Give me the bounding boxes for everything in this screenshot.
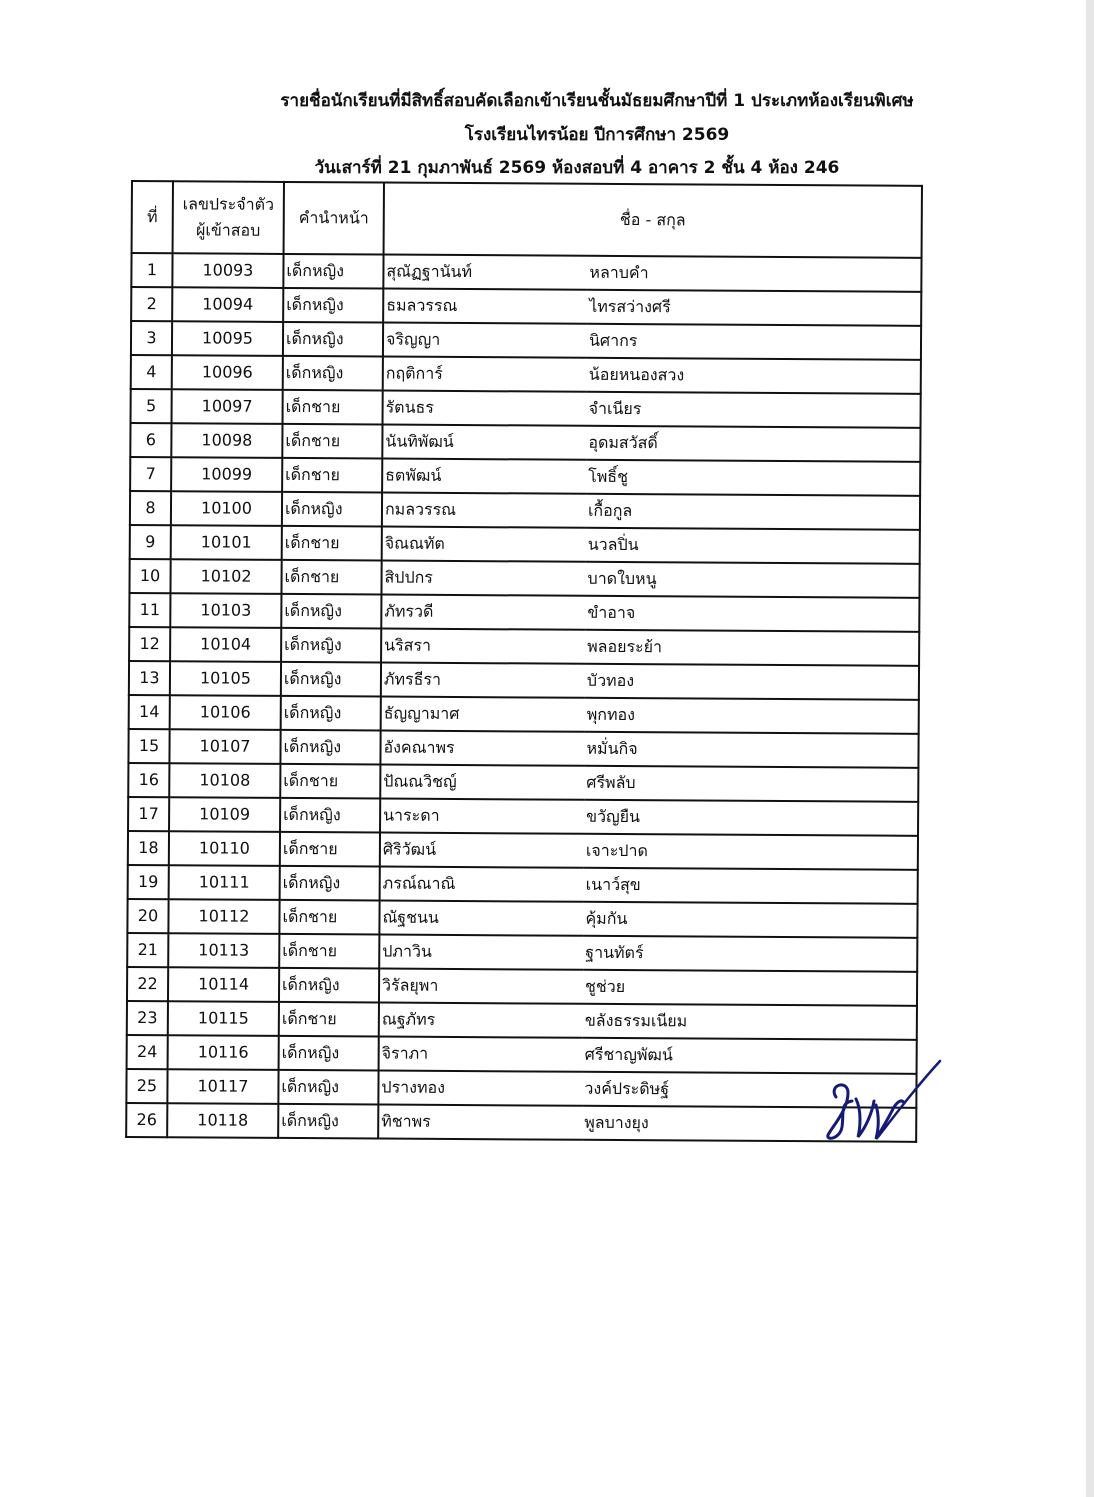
last-name: วงค์ประดิษฐ์ bbox=[582, 1072, 916, 1108]
candidate-table bbox=[125, 180, 923, 1143]
signature bbox=[818, 1055, 943, 1145]
first-name: นันทิพัฒน์ bbox=[382, 425, 586, 460]
name-prefix: เด็กหญิง bbox=[281, 662, 381, 697]
col-header-number: ที่ bbox=[132, 181, 173, 253]
candidate-id: 10103 bbox=[170, 593, 281, 628]
name-prefix: เด็กชาย bbox=[280, 832, 380, 867]
candidate-id: 10114 bbox=[168, 967, 279, 1002]
first-name: จริญญา bbox=[383, 323, 587, 358]
last-name: ขลังธรรมเนียม bbox=[583, 1004, 917, 1040]
first-name: ธตพัฒน์ bbox=[382, 459, 586, 494]
name-prefix: เด็กชาย bbox=[279, 934, 379, 969]
table-row bbox=[131, 253, 921, 292]
table-row bbox=[130, 457, 920, 496]
table-row bbox=[131, 321, 921, 360]
name-prefix: เด็กชาย bbox=[282, 424, 382, 459]
first-name: สุณัฏฐานันท์ bbox=[383, 255, 587, 290]
first-name: ปภาวิน bbox=[379, 935, 583, 970]
last-name: ฐานทัตร์ bbox=[583, 936, 917, 972]
last-name: พูลบางยุง bbox=[582, 1106, 916, 1142]
first-name: ธัญญามาศ bbox=[381, 697, 585, 732]
table-row bbox=[130, 525, 920, 564]
last-name: หลาบคำ bbox=[587, 256, 921, 292]
name-prefix: เด็กชาย bbox=[279, 900, 379, 935]
name-prefix: เด็กชาย bbox=[281, 560, 381, 595]
row-number: 14 bbox=[129, 695, 170, 729]
name-prefix: เด็กหญิง bbox=[281, 628, 381, 663]
last-name: ศรีพลับ bbox=[584, 766, 918, 802]
page-edge bbox=[1086, 0, 1094, 1497]
row-number: 21 bbox=[127, 933, 168, 967]
candidate-id: 10100 bbox=[171, 491, 282, 526]
row-number: 7 bbox=[130, 457, 171, 491]
col-header-full-name: ชื่อ - สกุล bbox=[384, 183, 922, 258]
first-name: ปรางทอง bbox=[378, 1071, 582, 1106]
row-number: 15 bbox=[128, 729, 169, 763]
name-prefix: เด็กหญิง bbox=[279, 1036, 379, 1071]
row-number: 4 bbox=[131, 355, 172, 389]
last-name: พุกทอง bbox=[585, 698, 919, 734]
table-row bbox=[127, 899, 917, 938]
table-row bbox=[127, 1035, 917, 1074]
first-name: วิรัลยุพา bbox=[379, 969, 583, 1004]
candidate-id: 10102 bbox=[170, 559, 281, 594]
candidate-id: 10101 bbox=[171, 525, 282, 560]
table-row bbox=[128, 763, 918, 802]
row-number: 19 bbox=[128, 865, 169, 899]
row-number: 26 bbox=[126, 1103, 167, 1137]
candidate-id: 10106 bbox=[170, 695, 281, 730]
last-name: คุ้มกัน bbox=[583, 902, 917, 938]
row-number: 13 bbox=[129, 661, 170, 695]
last-name: เกื้อกูล bbox=[586, 494, 920, 530]
candidate-id: 10115 bbox=[168, 1001, 279, 1036]
candidate-id: 10093 bbox=[172, 253, 283, 288]
first-name: ณัฐชนน bbox=[379, 901, 583, 936]
row-number: 6 bbox=[130, 423, 171, 457]
candidate-id: 10099 bbox=[171, 457, 282, 492]
row-number: 9 bbox=[130, 525, 171, 559]
name-prefix: เด็กชาย bbox=[280, 764, 380, 799]
name-prefix: เด็กหญิง bbox=[280, 798, 380, 833]
col-header-id-line2: ผู้เข้าสอบ bbox=[195, 220, 261, 240]
row-number: 2 bbox=[131, 287, 172, 321]
name-prefix: เด็กหญิง bbox=[280, 730, 380, 765]
first-name: กมลวรรณ bbox=[382, 493, 586, 528]
name-prefix: เด็กหญิง bbox=[283, 356, 383, 391]
table-row bbox=[129, 593, 919, 632]
first-name: กฤติการ์ bbox=[383, 357, 587, 392]
row-number: 10 bbox=[129, 559, 170, 593]
first-name: ณฐภัทร bbox=[379, 1003, 583, 1038]
candidate-id: 10105 bbox=[170, 661, 281, 696]
row-number: 5 bbox=[131, 389, 172, 423]
name-prefix: เด็กหญิง bbox=[283, 254, 383, 289]
candidate-id: 10116 bbox=[168, 1035, 279, 1070]
last-name: พลอยระย้า bbox=[585, 630, 919, 666]
row-number: 8 bbox=[130, 491, 171, 525]
table-row bbox=[128, 729, 918, 768]
first-name: นริสรา bbox=[381, 629, 585, 664]
name-prefix: เด็กหญิง bbox=[283, 322, 383, 357]
name-prefix: เด็กหญิง bbox=[282, 492, 382, 527]
candidate-id: 10118 bbox=[167, 1103, 278, 1138]
name-prefix: เด็กชาย bbox=[282, 458, 382, 493]
candidate-id: 10113 bbox=[168, 933, 279, 968]
last-name: นิศากร bbox=[587, 324, 921, 360]
table-row bbox=[129, 661, 919, 700]
name-prefix: เด็กชาย bbox=[282, 526, 382, 561]
candidate-id: 10111 bbox=[169, 865, 280, 900]
candidate-id: 10094 bbox=[172, 287, 283, 322]
row-number: 22 bbox=[127, 967, 168, 1001]
row-number: 16 bbox=[128, 763, 169, 797]
candidate-id: 10109 bbox=[169, 797, 280, 832]
last-name: ชูช่วย bbox=[583, 970, 917, 1006]
row-number: 3 bbox=[131, 321, 172, 355]
row-number: 1 bbox=[131, 253, 172, 287]
first-name: ภรณ์ณาณิ bbox=[380, 867, 584, 902]
row-number: 18 bbox=[128, 831, 169, 865]
candidate-id: 10096 bbox=[172, 355, 283, 390]
table-row bbox=[126, 1069, 916, 1108]
school-year-line: โรงเรียนไทรน้อย ปีการศึกษา 2569 bbox=[464, 125, 730, 145]
first-name: จิราภา bbox=[379, 1037, 583, 1072]
last-name: ศรีชาญพัฒน์ bbox=[583, 1038, 917, 1074]
table-row bbox=[131, 355, 921, 394]
last-name: บาดใบหนู bbox=[585, 562, 919, 598]
table-row bbox=[127, 967, 917, 1006]
table-row bbox=[128, 797, 918, 836]
last-name: ไทรสว่างศรี bbox=[587, 290, 921, 326]
last-name: น้อยหนองสวง bbox=[587, 358, 921, 394]
first-name: ปัณณวิชญ์ bbox=[380, 765, 584, 800]
first-name: นาระดา bbox=[380, 799, 584, 834]
candidate-id: 10104 bbox=[170, 627, 281, 662]
last-name: ขวัญยืน bbox=[584, 800, 918, 836]
last-name: โพธิ์ชู bbox=[586, 460, 920, 496]
col-header-candidate-id bbox=[173, 181, 284, 254]
document-title: รายชื่อนักเรียนที่มีสิทธิ์สอบคัดเลือกเข้าเรียนชั้นมัธยมศึกษาปีที่ 1 ประเภทห้องเรียนพิเศษ bbox=[280, 91, 914, 111]
last-name: บัวทอง bbox=[585, 664, 919, 700]
first-name: สิปปกร bbox=[381, 561, 585, 596]
candidate-id: 10108 bbox=[169, 763, 280, 798]
row-number: 17 bbox=[128, 797, 169, 831]
candidate-id: 10107 bbox=[169, 729, 280, 764]
candidate-id: 10110 bbox=[169, 831, 280, 866]
table-row bbox=[126, 1103, 916, 1142]
last-name: อุดมสวัสดิ์ bbox=[586, 426, 920, 462]
last-name: จำเนียร bbox=[587, 392, 921, 428]
table-row bbox=[130, 491, 920, 530]
table-row bbox=[129, 559, 919, 598]
candidate-id: 10095 bbox=[172, 321, 283, 356]
first-name: ธมลวรรณ bbox=[383, 289, 587, 324]
first-name: ทิชาพร bbox=[378, 1105, 582, 1140]
candidate-id: 10117 bbox=[167, 1069, 278, 1104]
first-name: ภัทรวดี bbox=[381, 595, 585, 630]
first-name: ภัทรธีรา bbox=[381, 663, 585, 698]
table-row bbox=[127, 1001, 917, 1040]
first-name: อังคณาพร bbox=[380, 731, 584, 766]
row-number: 23 bbox=[127, 1001, 168, 1035]
row-number: 20 bbox=[127, 899, 168, 933]
name-prefix: เด็กชาย bbox=[283, 390, 383, 425]
name-prefix: เด็กหญิง bbox=[283, 288, 383, 323]
table-row bbox=[130, 423, 920, 462]
row-number: 11 bbox=[129, 593, 170, 627]
exam-room-line: วันเสาร์ที่ 21 กุมภาพันธ์ 2569 ห้องสอบที่ 4 อาคาร 2 ชั้น 4 ห้อง 246 bbox=[314, 158, 840, 178]
table-header-row bbox=[132, 181, 922, 258]
table-row bbox=[131, 389, 921, 428]
col-header-prefix: คำนำหน้า bbox=[284, 182, 384, 255]
table-row bbox=[128, 831, 918, 870]
table-row bbox=[127, 933, 917, 972]
name-prefix: เด็กหญิง bbox=[278, 1070, 378, 1105]
table-body bbox=[126, 253, 921, 1142]
last-name: ขำอาจ bbox=[585, 596, 919, 632]
name-prefix: เด็กหญิง bbox=[281, 594, 381, 629]
table-row bbox=[129, 627, 919, 666]
first-name: ศิริวัฒน์ bbox=[380, 833, 584, 868]
candidate-id: 10098 bbox=[171, 423, 282, 458]
table-row bbox=[129, 695, 919, 734]
first-name: รัตนธร bbox=[383, 391, 587, 426]
table-row bbox=[128, 865, 918, 904]
last-name: เนาว์สุข bbox=[584, 868, 918, 904]
name-prefix: เด็กหญิง bbox=[279, 968, 379, 1003]
row-number: 25 bbox=[126, 1069, 167, 1103]
last-name: หมั่นกิจ bbox=[584, 732, 918, 768]
table-row bbox=[131, 287, 921, 326]
last-name: เจาะปาด bbox=[584, 834, 918, 870]
name-prefix: เด็กหญิง bbox=[280, 866, 380, 901]
name-prefix: เด็กหญิง bbox=[278, 1104, 378, 1139]
col-header-id-line1: เลขประจำตัว bbox=[182, 194, 275, 214]
first-name: จิณณทัต bbox=[382, 527, 586, 562]
name-prefix: เด็กหญิง bbox=[281, 696, 381, 731]
last-name: นวลปิ่น bbox=[586, 528, 920, 564]
row-number: 24 bbox=[127, 1035, 168, 1069]
name-prefix: เด็กชาย bbox=[279, 1002, 379, 1037]
candidate-id: 10097 bbox=[172, 389, 283, 424]
candidate-id: 10112 bbox=[168, 899, 279, 934]
row-number: 12 bbox=[129, 627, 170, 661]
